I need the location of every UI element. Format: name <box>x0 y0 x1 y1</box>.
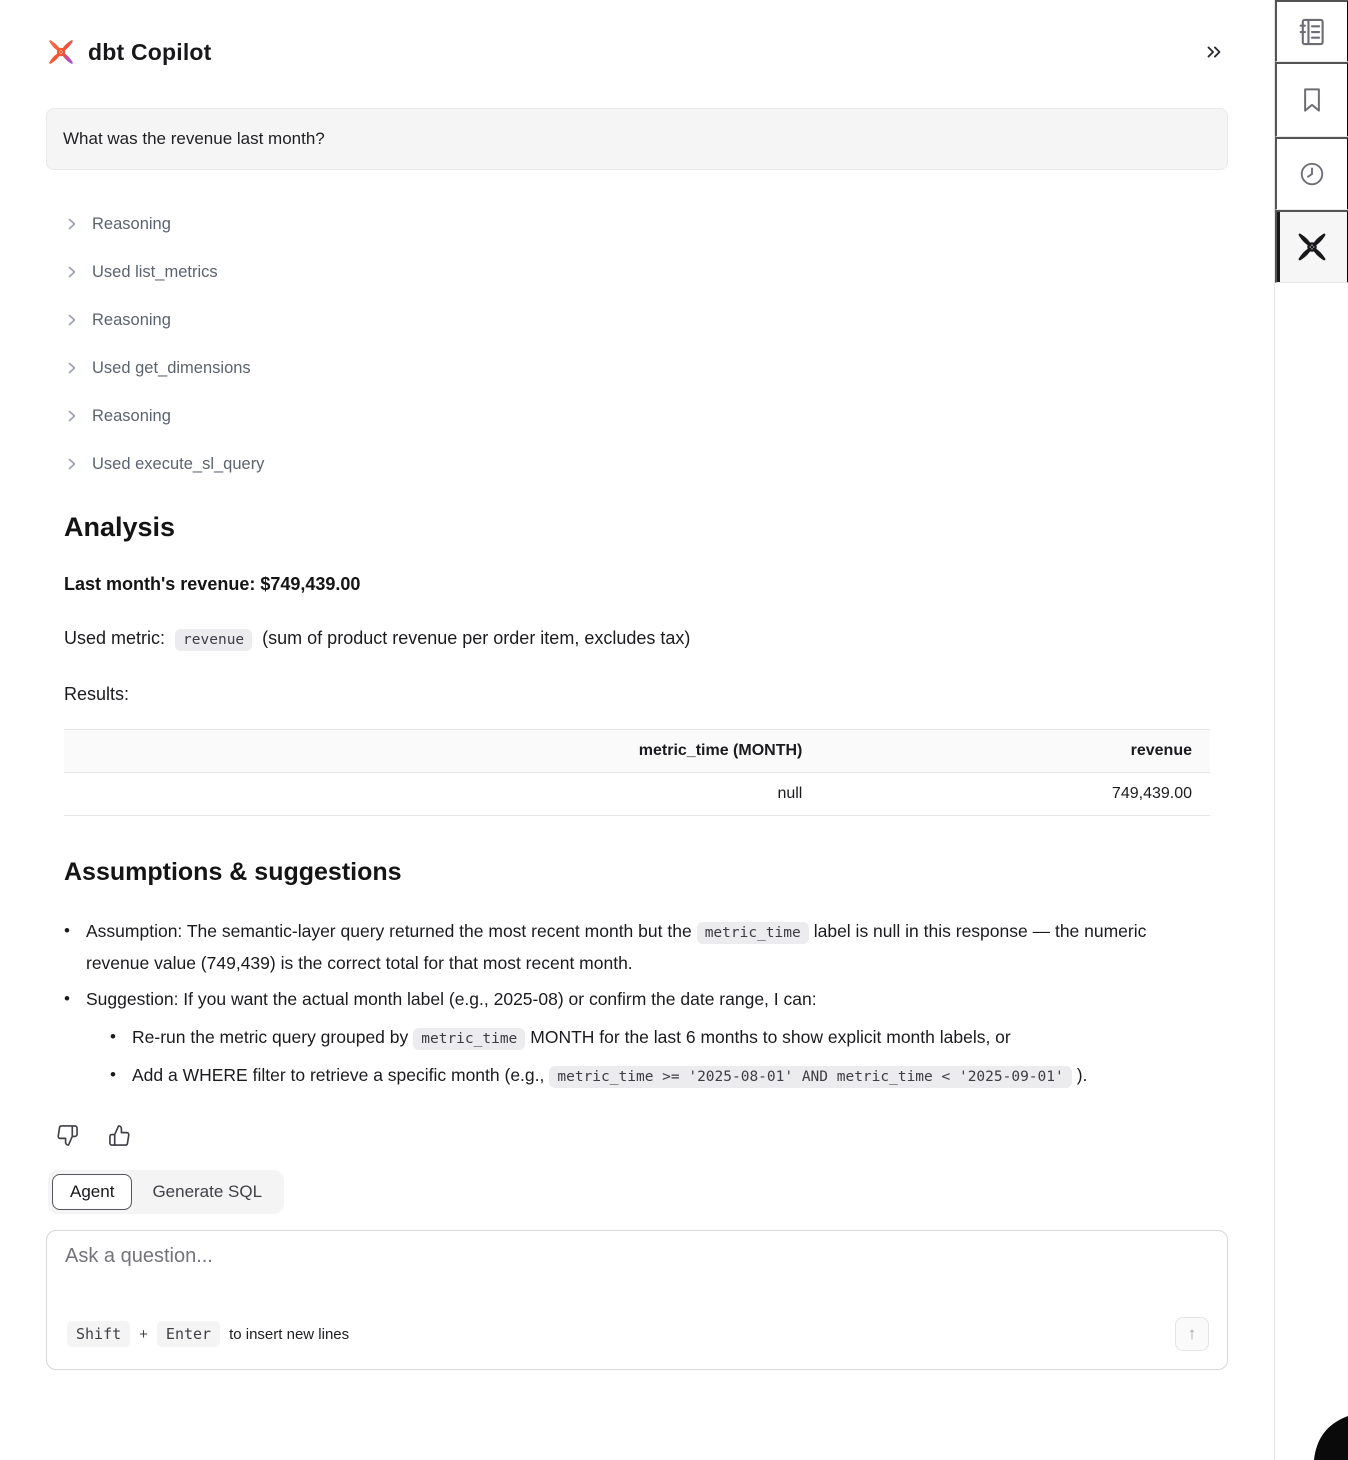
suggestion-sub-text-2 <box>132 1060 1087 1092</box>
feedback-bar <box>55 1124 1228 1148</box>
step-used-execute-sl-query[interactable] <box>64 440 1228 488</box>
notebook-list-icon <box>1295 15 1329 49</box>
used-metric-line <box>64 624 1210 654</box>
steps-list <box>64 200 1228 488</box>
suggestion-sub-item-2 <box>110 1060 1087 1092</box>
thumbs-down-icon <box>56 1124 79 1147</box>
arrow-up-icon: ↑ <box>1187 1324 1197 1343</box>
step-label: Used list_metrics <box>92 262 218 281</box>
user-question-bubble <box>46 108 1228 170</box>
step-label: Used execute_sl_query <box>92 454 265 473</box>
tab-generate-sql[interactable]: Generate SQL <box>152 1182 263 1201</box>
column-header-metric-time: metric_time (MONTH) <box>64 730 820 773</box>
metric-time-code-chip: metric_time <box>413 1028 525 1050</box>
results-table <box>64 729 1210 816</box>
prompt-composer <box>46 1230 1228 1370</box>
history-clock-icon <box>1297 159 1327 189</box>
sub1-post: MONTH for the last 6 months to show explicit month labels, or <box>530 1027 1011 1047</box>
bookmark-icon <box>1297 85 1327 115</box>
suggestion-sub-text-1 <box>132 1022 1011 1054</box>
suggestion-sub-item-1 <box>110 1022 1087 1054</box>
step-label: Reasoning <box>92 214 171 233</box>
chevron-right-icon <box>64 216 80 232</box>
thumbs-up-icon <box>108 1124 131 1147</box>
bullet-marker: • <box>64 921 70 940</box>
sub1-pre: Re-run the metric query grouped by <box>132 1027 409 1047</box>
sidebar-dbt-copilot-button[interactable] <box>1275 210 1348 283</box>
step-label: Reasoning <box>92 406 171 425</box>
hint-text: to insert new lines <box>229 1325 350 1343</box>
enter-key-chip: Enter <box>157 1321 220 1347</box>
keyboard-hint <box>67 1321 349 1347</box>
assumptions-heading: Assumptions & suggestions <box>64 858 402 886</box>
suggestion-text <box>86 984 1087 1092</box>
results-table-row <box>64 773 1210 816</box>
results-table-header-row <box>64 730 1210 773</box>
sub2-pre: Add a WHERE filter to retrieve a specific month (e.g., <box>132 1065 545 1085</box>
metric-code-chip: revenue <box>175 629 252 651</box>
analysis-section <box>64 510 1210 1092</box>
dbt-logo-icon <box>46 37 76 67</box>
assumptions-list <box>64 916 1210 1092</box>
bullet-marker: • <box>110 1027 116 1046</box>
sub2-post: ). <box>1076 1065 1088 1085</box>
panel-title: dbt Copilot <box>88 38 212 65</box>
chevron-right-icon <box>64 264 80 280</box>
double-chevron-right-icon <box>1203 41 1225 63</box>
chevron-right-icon <box>64 408 80 424</box>
send-button[interactable] <box>1175 1317 1209 1351</box>
cell-metric-time: null <box>777 785 803 802</box>
suggestion-lead: Suggestion: If you want the actual month label (e.g., 2025-08) or confirm the date range, I can: <box>86 989 817 1009</box>
step-used-get-dimensions[interactable] <box>64 344 1228 392</box>
bullet-marker: • <box>64 989 70 1008</box>
thumbs-down-button[interactable] <box>55 1124 79 1148</box>
sidebar-notebook-button[interactable] <box>1275 0 1348 62</box>
dbt-logo-icon <box>1295 230 1329 264</box>
metric-description: (sum of product revenue per order item, excludes tax) <box>262 628 691 648</box>
right-icon-sidebar <box>1274 0 1348 1460</box>
column-header-revenue: revenue <box>820 730 1210 773</box>
used-metric-label: Used metric: <box>64 628 166 648</box>
thumbs-up-button[interactable] <box>107 1124 131 1148</box>
suggestion-item <box>64 984 1210 1092</box>
shift-key-chip: Shift <box>67 1321 130 1347</box>
assumption-text <box>86 916 1210 978</box>
assumption-item <box>64 916 1210 978</box>
revenue-summary: Last month's revenue: $749,439.00 <box>64 574 361 594</box>
question-input[interactable] <box>65 1245 1165 1305</box>
results-label: Results: <box>64 684 130 704</box>
chevron-right-icon <box>64 360 80 376</box>
assumption-text-pre: Assumption: The semantic-layer query returned the most recent month but the <box>86 921 692 941</box>
chevron-right-icon <box>64 456 80 472</box>
analysis-heading: Analysis <box>64 512 176 542</box>
sidebar-bookmark-button[interactable] <box>1275 62 1348 137</box>
where-filter-code-chip: metric_time >= '2025-08-01' AND metric_time < '2025-09-01' <box>549 1066 1071 1088</box>
tab-agent[interactable]: Agent <box>52 1174 132 1210</box>
plus-sign: + <box>139 1325 148 1343</box>
cell-revenue: 749,439.00 <box>1111 785 1192 802</box>
collapse-panel-button[interactable] <box>1200 38 1228 66</box>
step-reasoning-3[interactable] <box>64 392 1228 440</box>
metric-time-code-chip: metric_time <box>697 922 809 944</box>
step-reasoning-1[interactable] <box>64 200 1228 248</box>
user-question-text: What was the revenue last month? <box>63 129 325 148</box>
sidebar-history-button[interactable] <box>1275 137 1348 210</box>
mode-tab-group <box>48 1170 284 1214</box>
chevron-right-icon <box>64 312 80 328</box>
step-label: Used get_dimensions <box>92 358 251 377</box>
step-label: Reasoning <box>92 310 171 329</box>
bullet-marker: • <box>110 1065 116 1084</box>
panel-header <box>46 34 1228 70</box>
suggestion-sublist <box>110 1022 1087 1092</box>
step-used-list-metrics[interactable] <box>64 248 1228 296</box>
assumption-text-post: label is null in this response — the numeric revenue value (749,439) is the correct total for that most recent month. <box>86 921 1147 973</box>
step-reasoning-2[interactable] <box>64 296 1228 344</box>
